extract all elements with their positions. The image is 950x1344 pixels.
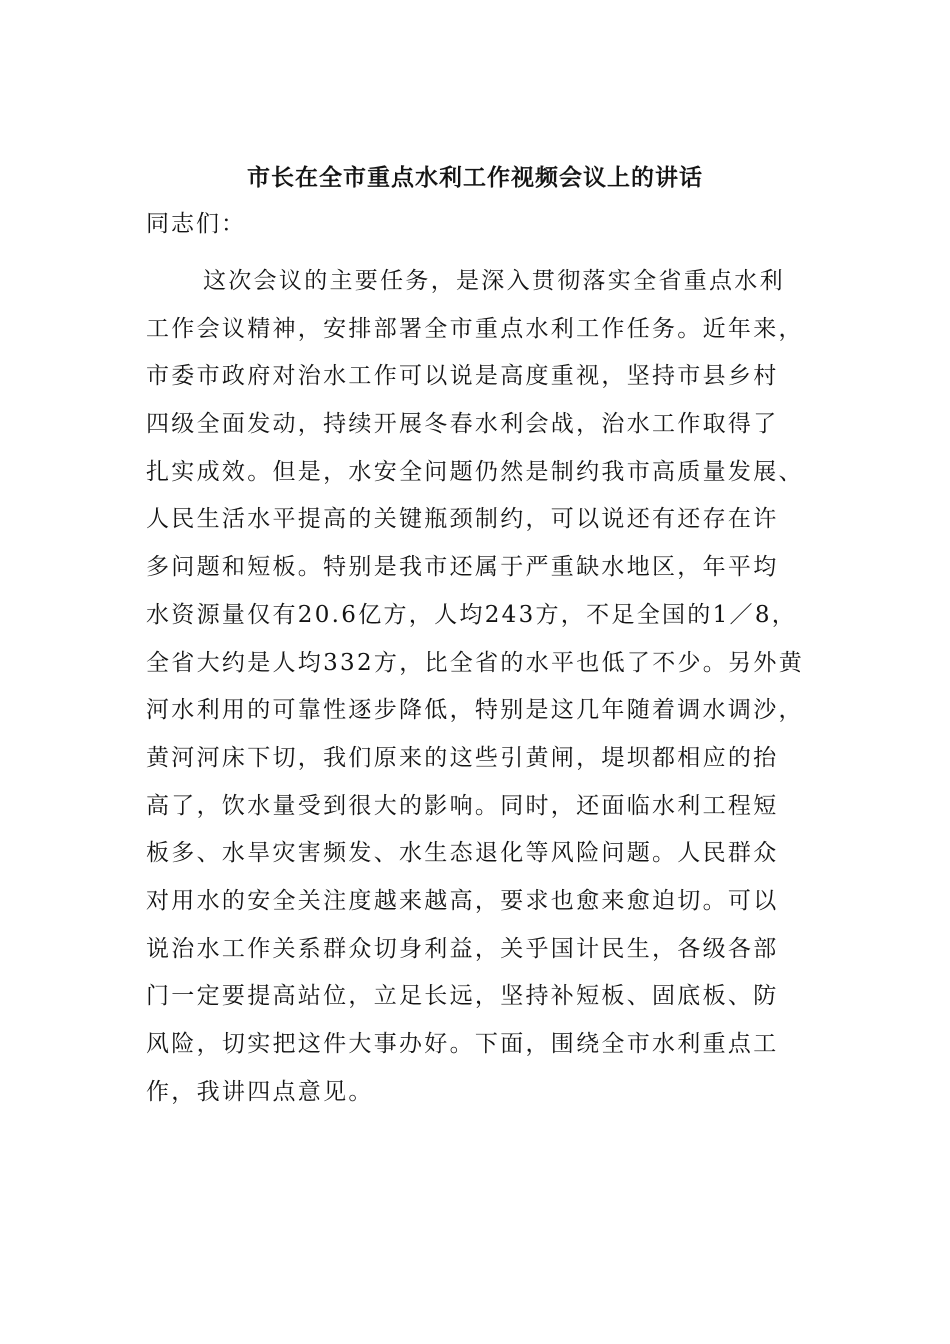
body-line: 全省大约是人均332方，比全省的水平也低了不少。另外黄 bbox=[146, 649, 804, 676]
body-line: 风险，切实把这件大事办好。下面，围绕全市水利重点工 bbox=[146, 1031, 779, 1057]
body-paragraph bbox=[146, 258, 826, 1116]
body-line: 四级全面发动，持续开展冬春水利会战，治水工作取得了 bbox=[146, 411, 779, 438]
body-line: 作，我讲四点意见。 bbox=[146, 1078, 374, 1105]
body-line: 对用水的安全关注度越来越高，要求也愈来愈迫切。可以 bbox=[146, 887, 779, 914]
document-title: 市长在全市重点水利工作视频会议上的讲话 bbox=[247, 164, 703, 191]
body-line: 人民生活水平提高的关键瓶颈制约，可以说还有还存在许 bbox=[146, 506, 779, 533]
body-line: 扎实成效。但是，水安全问题仍然是制约我市高质量发展、 bbox=[146, 458, 804, 485]
salutation: 同志们： bbox=[146, 211, 246, 237]
body-line: 河水利用的可靠性逐步降低，特别是这几年随着调水调沙， bbox=[146, 697, 804, 724]
body-line: 多问题和短板。特别是我市还属于严重缺水地区，年平均 bbox=[146, 554, 779, 581]
body-line: 黄河河床下切，我们原来的这些引黄闸，堤坝都相应的抬 bbox=[146, 744, 779, 771]
body-line: 这次会议的主要任务，是深入贯彻落实全省重点水利 bbox=[203, 268, 785, 294]
body-line: 说治水工作关系群众切身利益，关乎国计民生，各级各部 bbox=[146, 935, 779, 962]
body-line: 工作会议精神，安排部署全市重点水利工作任务。近年来， bbox=[146, 315, 804, 342]
body-line: 门一定要提高站位，立足长远，坚持补短板、固底板、防 bbox=[146, 983, 779, 1010]
body-line: 水资源量仅有20.6亿方，人均243方，不足全国的1／8， bbox=[146, 601, 798, 628]
body-line: 板多、水旱灾害频发、水生态退化等风险问题。人民群众 bbox=[146, 840, 779, 867]
body-line: 市委市政府对治水工作可以说是高度重视，坚持市县乡村 bbox=[146, 363, 779, 390]
body-line: 高了，饮水量受到很大的影响。同时，还面临水利工程短 bbox=[146, 792, 779, 819]
